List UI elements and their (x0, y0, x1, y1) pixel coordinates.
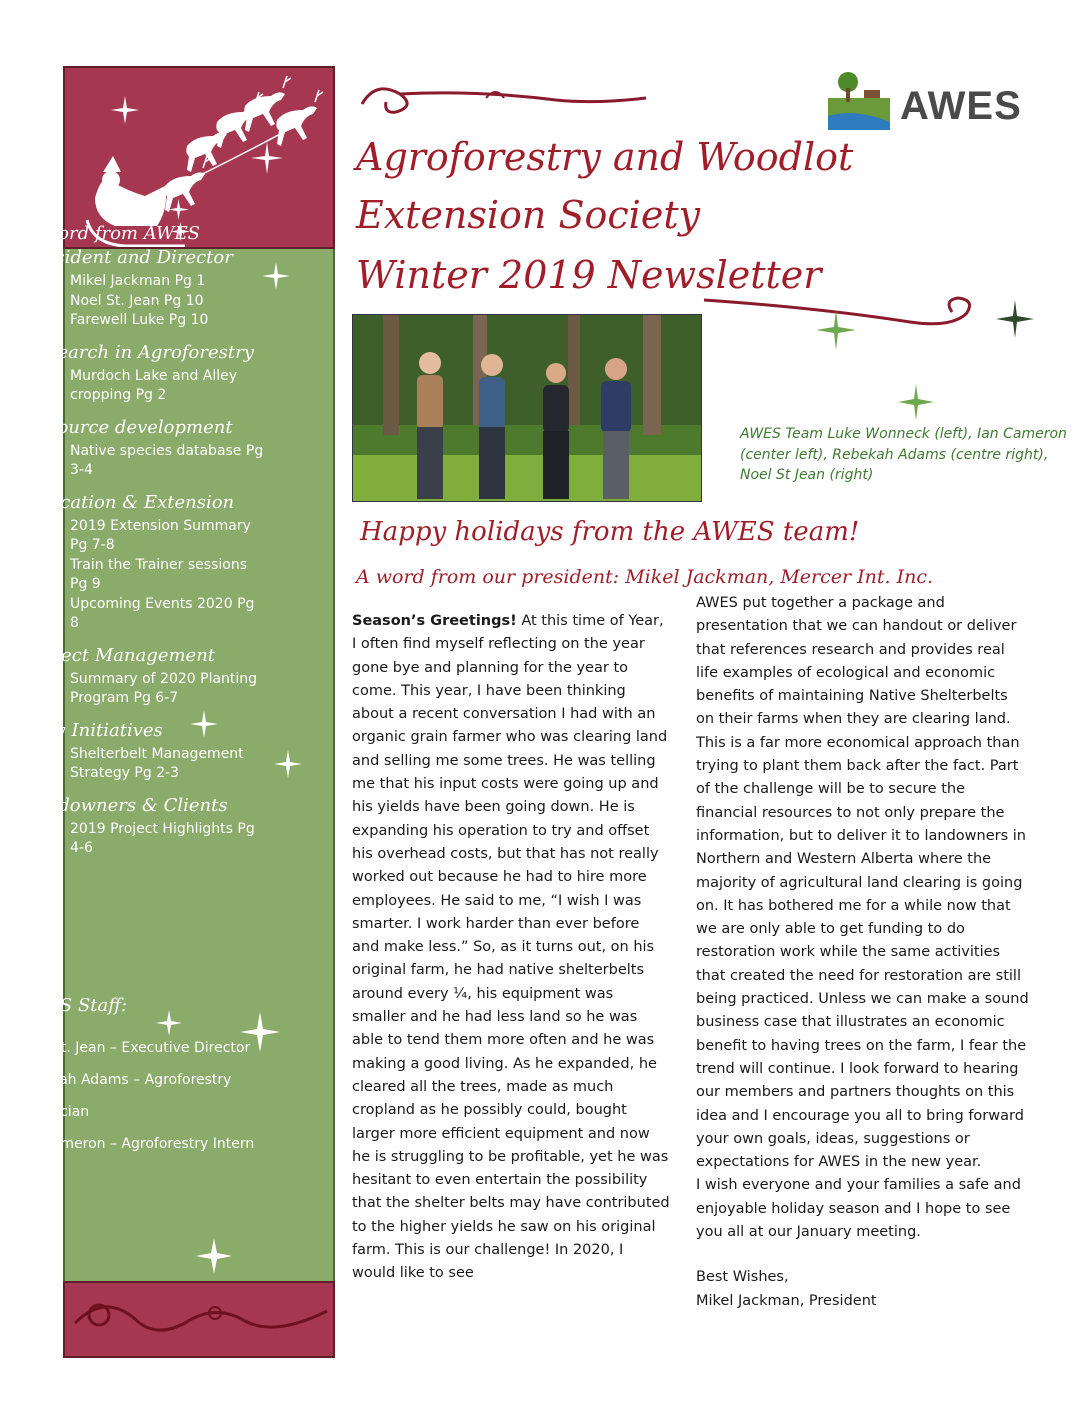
sparkle-icon (816, 310, 856, 350)
toc-item: • Upcoming Events 2020 Pg 8 (24, 595, 264, 634)
toc-item: • Mikel Jackman Pg 1 (24, 272, 264, 292)
toc-heading: Landowners & Clients (24, 794, 228, 816)
toc-item: • Farewell Luke Pg 10 (24, 311, 264, 331)
toc-item: • Noel St. Jean Pg 10 (24, 292, 264, 312)
staff-line: Ian Cameron – Agroforestry Intern (16, 1136, 255, 1152)
toc-heading: Research in Agroforestry (24, 341, 254, 363)
photo-caption: AWES Team Luke Wonneck (left), Ian Cameron (center left), Rebekah Adams (centre right), Noel St Jean (right) (740, 426, 1067, 483)
awes-logo-icon (826, 68, 898, 134)
article-signature: Mikel Jackman, President (696, 1292, 877, 1309)
team-photo-image (353, 315, 702, 502)
staff-line: Technician (16, 1104, 90, 1120)
scroll-flourish-ornament (700, 288, 1030, 348)
toc-item: • 2019 Extension Summary Pg 7-8 (24, 517, 264, 556)
toc-item: • Summary of 2020 Planting Program Pg 6-7 (24, 670, 264, 709)
sparkle-icon (156, 1010, 182, 1036)
scroll-flourish-ornament (65, 1283, 335, 1358)
sparkle-icon (274, 750, 302, 778)
toc-section (24, 794, 264, 859)
holiday-greeting: Happy holidays from the AWES team! (360, 517, 860, 547)
article-heading: A word from our president: Mikel Jackman, Mercer Int. Inc. (356, 566, 934, 588)
toc-item: • 2019 Project Highlights Pg 4-6 (24, 820, 264, 859)
staff-list (16, 994, 266, 1160)
sparkle-icon (898, 384, 934, 420)
article-lead: Season’s Greetings! (352, 613, 517, 629)
sparkle-icon (190, 710, 218, 738)
article-text: At this time of Year, I often find myself reflecting on the year gone bye and planning for the year to come. This year, I have been thinking about a recent conversation I had with an organic grain farmer who was clearing land and selling me some trees. He was telling me that his input costs were going up and his yields have been going down. He is expanding his operation to try and offset his overhead costs, but that has not really worked out because he had to hire more employees. He said to me, “I wish I was smarter. I work harder than ever before and make less.” So, as it turns out, on his original farm, he had native shelterbelts around every ¼, his equipment was smaller and he had less land so he was able to tend them more often and he was making a good living. As he expanded, he cleared all the trees, made as much cropland as he possibly could, bought larger more efficient equipment and now he is struggling to be profitable, yet he was hesitant to even entertain the possibility that the shelter belts may have contributed to the higher yields he saw on his original farm. This is our challenge! In 2020, I would like to see (352, 613, 670, 1282)
toc-list (24, 820, 264, 859)
scroll-flourish-ornament (356, 74, 656, 124)
toc-item: • Shelterbelt Management Strategy Pg 2-3 (24, 745, 264, 784)
toc-section (24, 416, 264, 481)
article-closing: I wish everyone and your families a safe and enjoyable holiday season and I hope to see you all at our January meeting. (696, 1177, 1021, 1241)
sparkle-icon (262, 262, 290, 290)
toc-heading: Resource development (24, 416, 233, 438)
toc-item: • Train the Trainer sessions Pg 9 (24, 556, 264, 595)
sparkle-icon (196, 1238, 232, 1274)
staff-line: Noel St. Jean – Executive Director (16, 1040, 251, 1056)
toc-list (24, 442, 264, 481)
sidebar-footer-panel (63, 1281, 335, 1358)
logo-text: AWES (900, 84, 1022, 128)
toc-section (24, 341, 264, 406)
toc-heading: A word from AWES President and Director (24, 223, 233, 268)
toc-heading: Education & Extension (24, 491, 235, 513)
article-column-left (352, 610, 670, 1286)
toc-list (24, 745, 264, 784)
toc-section (24, 222, 264, 331)
newsletter-title-line: Extension Society (356, 193, 701, 237)
article-text: AWES put together a package and presentation that we can handout or deliver that references research and provides real life examples of ecological and economic benefits of maintaining Native Shelterbelts on their farms when they are clearing land. This is a far more economical approach than trying to plant them back after the fact. Part of the challenge will be to secure the financial resources to not only prepare the information, but to deliver it to landowners in Northern and Western Alberta where the majority of agricultural land clearing is going on. It has bothered me for a while now that we are only able to get funding to do restoration work while the same activities that created the need for restoration are still being practiced. Unless we can make a sound business case that illustrates an economic benefit to having trees on the farm, I fear the trend will continue. I look forward to hearing our members and partners thoughts on this idea and I encourage you all to bring forward your own goals, ideas, suggestions or expectations for AWES in the new year. (696, 595, 1029, 1171)
toc-list (24, 670, 264, 709)
toc-heading: New Initiatives (24, 719, 163, 741)
toc-list (24, 367, 264, 406)
newsletter-title-line: Agroforestry and Woodlot (356, 135, 854, 179)
toc-list (24, 272, 264, 331)
toc-item: • Murdoch Lake and Alley cropping Pg 2 (24, 367, 264, 406)
team-photo (352, 314, 702, 502)
article-column-right (696, 592, 1030, 1313)
toc-section (24, 491, 264, 634)
toc-list (24, 517, 264, 634)
article-signoff: Best Wishes, (696, 1269, 789, 1286)
table-of-contents (24, 222, 264, 869)
toc-section (24, 719, 264, 784)
toc-section (24, 644, 264, 709)
newsletter-title-line: Winter 2019 Newsletter (356, 253, 822, 297)
toc-item: • Native species database Pg 3-4 (24, 442, 264, 481)
staff-heading: AWES Staff: (16, 995, 128, 1016)
toc-heading: Project Management (24, 644, 216, 666)
sparkle-icon (996, 300, 1034, 338)
sparkle-icon (240, 1012, 280, 1052)
staff-line: Rebekah Adams – Agroforestry (16, 1072, 232, 1088)
